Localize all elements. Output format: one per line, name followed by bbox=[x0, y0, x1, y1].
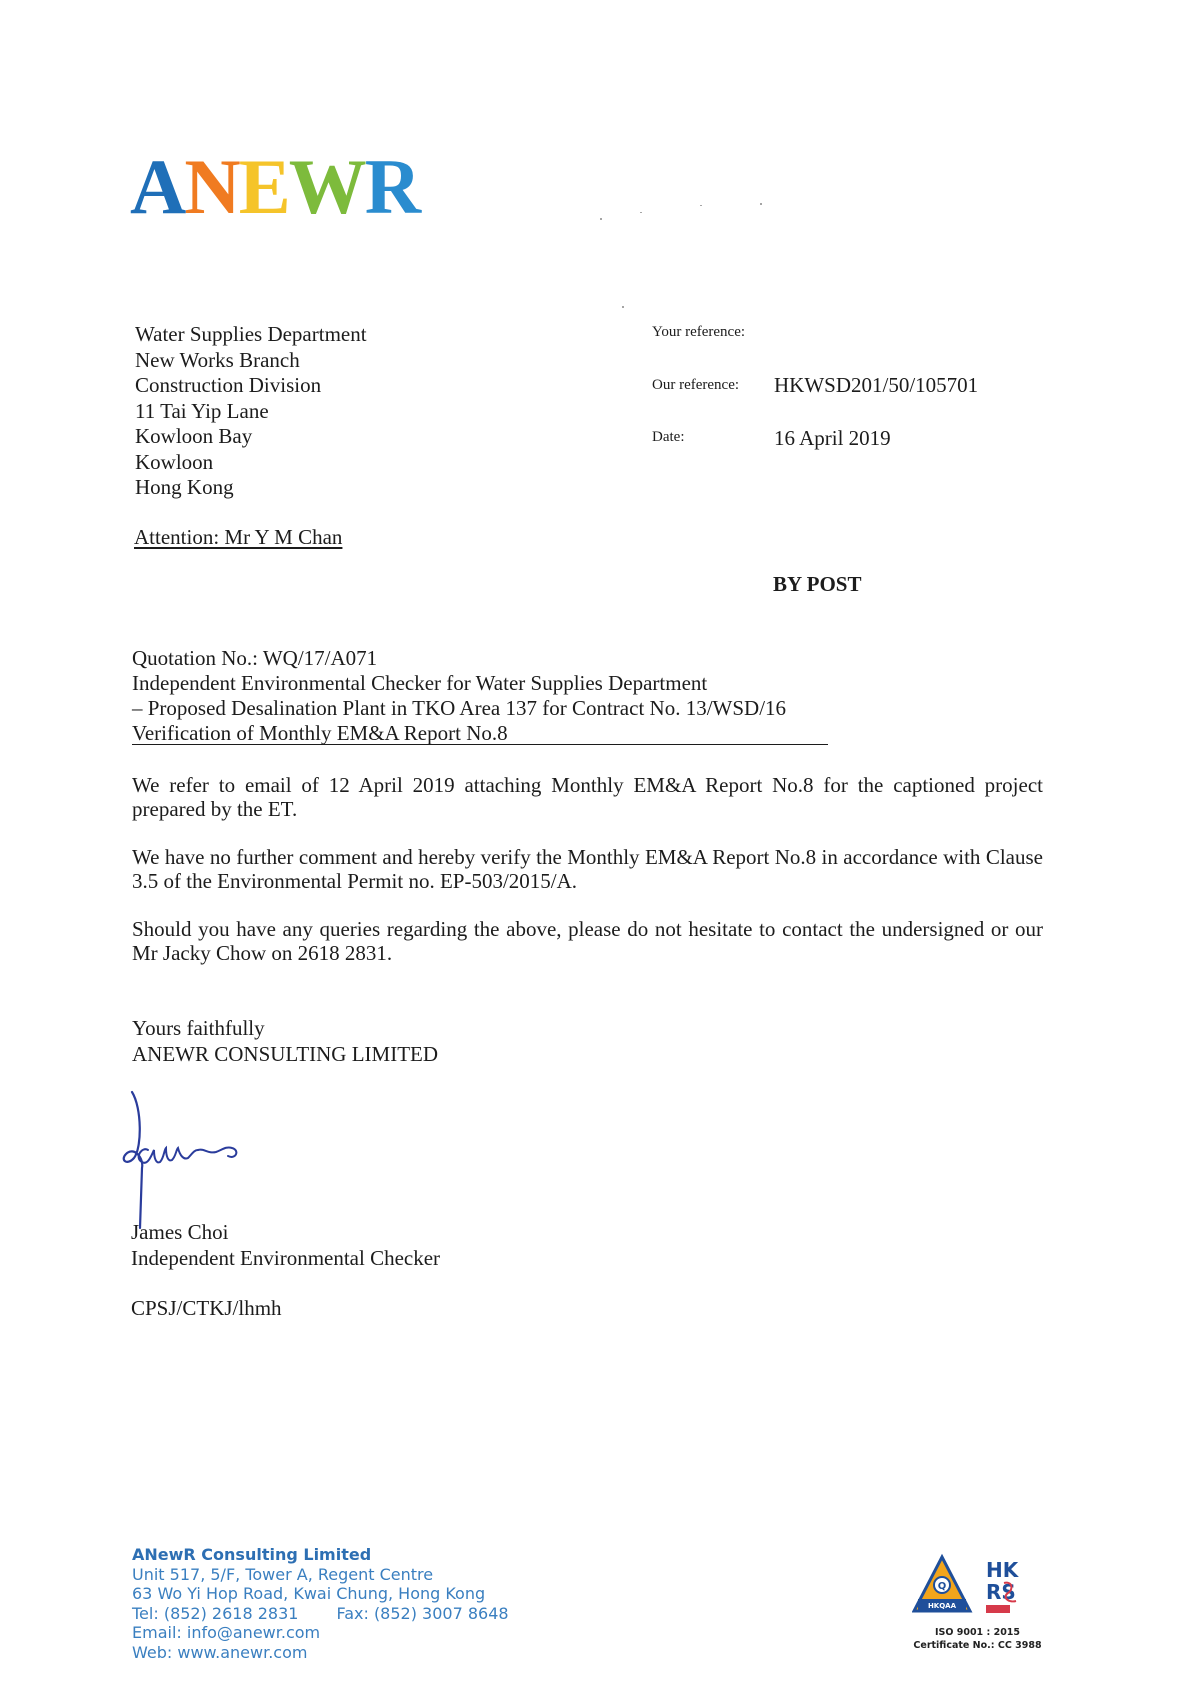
address-line: Water Supplies Department bbox=[135, 322, 367, 346]
seal-letter: Q bbox=[937, 1581, 947, 1592]
footer-email: Email: info@anewr.com bbox=[132, 1623, 321, 1642]
footer-fax: Fax: (852) 3007 8648 bbox=[336, 1603, 509, 1623]
our-reference-label: Our reference: bbox=[652, 377, 740, 393]
body-paragraph: We refer to email of 12 April 2019 attaching Monthly EM&A Report No.8 for the captioned project prepared by the ET. bbox=[132, 773, 1043, 821]
our-reference-value: HKWSD201/50/105701 bbox=[774, 373, 979, 397]
address-line: New Works Branch bbox=[135, 347, 300, 372]
date-label: Date: bbox=[652, 429, 685, 445]
date-value: 16 April 2019 bbox=[774, 426, 891, 450]
delivery-method: BY POST bbox=[773, 572, 862, 596]
subject-heading: Verification of Monthly EM&A Report No.8 bbox=[132, 722, 828, 745]
closing-company: ANEWR CONSULTING LIMITED bbox=[132, 1042, 439, 1066]
logo-letter: W bbox=[288, 143, 365, 230]
certificate-number: Certificate No.: CC 3988 bbox=[913, 1640, 1042, 1651]
seal-letter: HK bbox=[986, 1558, 1019, 1582]
scan-speck bbox=[600, 218, 602, 220]
logo-letter: A bbox=[130, 143, 185, 230]
scan-speck bbox=[700, 205, 702, 206]
footer-contact bbox=[132, 1545, 509, 1662]
body-paragraph: We have no further comment and hereby verify the Monthly EM&A Report No.8 in accordance with Clause 3.5 of the Environmental Permit no. EP-503/2015/A. bbox=[132, 845, 1043, 893]
body-paragraph: Should you have any queries regarding the above, please do not hesitate to contact the undersigned or our Mr Jacky Chow on 2618 2831. bbox=[132, 917, 1043, 965]
subject-block bbox=[132, 646, 828, 746]
footer-web: Web: www.anewr.com bbox=[132, 1642, 308, 1662]
footer-company: ANewR Consulting Limited bbox=[132, 1545, 372, 1564]
address-line: Construction Division bbox=[135, 373, 322, 397]
seal-letter: HKQAA bbox=[927, 1602, 957, 1610]
footer-tel: Tel: (852) 2618 2831 bbox=[132, 1603, 299, 1623]
iso-standard: ISO 9001 : 2015 bbox=[934, 1627, 1021, 1638]
certification-text bbox=[905, 1626, 1050, 1652]
recipient-address bbox=[135, 322, 367, 501]
address-line: Kowloon bbox=[135, 449, 214, 474]
salutation: Yours faithfully bbox=[132, 1016, 265, 1040]
scan-speck bbox=[760, 203, 762, 205]
signer-title: Independent Environmental Checker bbox=[131, 1246, 441, 1270]
signature-image bbox=[112, 1088, 272, 1238]
logo-letter: R bbox=[364, 143, 420, 230]
company-logo bbox=[130, 143, 420, 230]
address-line: Hong Kong bbox=[135, 475, 234, 499]
scan-speck bbox=[640, 212, 642, 213]
quotation-number: Quotation No.: WQ/17/A071 bbox=[132, 646, 378, 670]
address-line: Kowloon Bay bbox=[135, 424, 253, 448]
subject-line: Independent Environmental Checker for Water Supplies Department bbox=[132, 671, 708, 695]
your-reference-label: Your reference: bbox=[652, 324, 746, 340]
logo-letter: N bbox=[184, 143, 239, 230]
seal-letter: RS bbox=[986, 1580, 1016, 1604]
subject-line: – Proposed Desalination Plant in TKO Area 137 for Contract No. 13/WSD/16 bbox=[132, 696, 787, 720]
scan-speck bbox=[622, 306, 624, 308]
footer-address: 63 Wo Yi Hop Road, Kwai Chung, Hong Kong bbox=[132, 1584, 486, 1603]
footer-address: Unit 517, 5/F, Tower A, Regent Centre bbox=[132, 1564, 434, 1584]
logo-letter: E bbox=[238, 143, 289, 230]
attention-line: Attention: Mr Y M Chan bbox=[134, 525, 343, 549]
reference-initials: CPSJ/CTKJ/lhmh bbox=[131, 1296, 282, 1320]
address-line: 11 Tai Yip Lane bbox=[135, 398, 269, 423]
closing-block bbox=[132, 1015, 438, 1067]
signer-name: James Choi bbox=[131, 1220, 229, 1244]
signer-block bbox=[131, 1219, 440, 1271]
